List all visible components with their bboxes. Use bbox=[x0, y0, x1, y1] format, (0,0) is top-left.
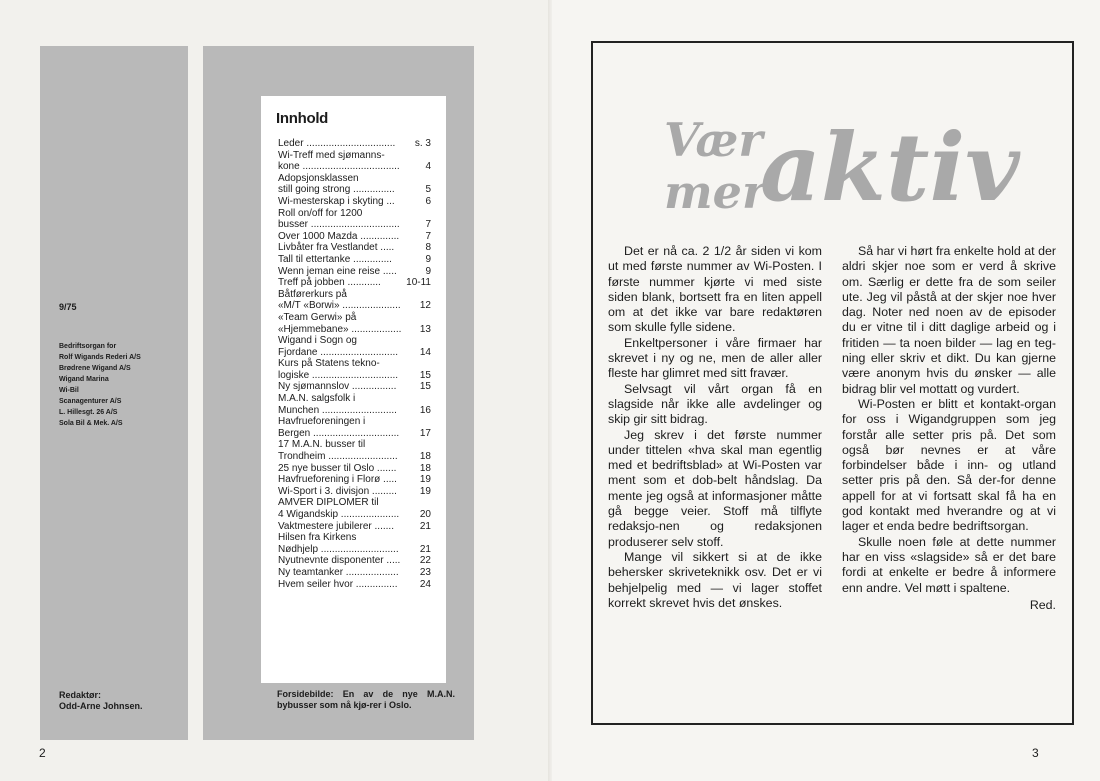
headline-script-2: mer bbox=[664, 165, 767, 219]
toc-entry bbox=[278, 242, 431, 254]
toc-entry bbox=[278, 497, 431, 520]
toc-entry bbox=[278, 393, 431, 416]
article-column-right bbox=[842, 244, 1056, 613]
toc-entry-title: 17 M.A.N. busser til Trondheim ......................... bbox=[278, 439, 398, 463]
page-number-left: 2 bbox=[39, 746, 46, 760]
publisher-line: Brødrene Wigand A/S bbox=[59, 365, 131, 372]
toc-entry-page: 16 bbox=[419, 404, 431, 416]
article-paragraph: Jeg skrev i det første nummer under tittelen «hva skal man egentlig med et bedriftsblad» at Wi-Posten var ment som et dob-belt håndslag. Da mente jeg også at informasjoner måtte gå begge veier. Stoff må tilflyte redaksjo-nen og redaksjonen produserer selv stoff. bbox=[608, 427, 822, 549]
toc-entry-page: 19 bbox=[419, 485, 431, 497]
toc-entry bbox=[278, 358, 431, 381]
toc-entry-title: «Team Gerwi» på «Hjemmebane» .................. bbox=[278, 311, 402, 335]
toc-entry bbox=[278, 254, 431, 266]
editor-credit bbox=[59, 690, 143, 712]
toc-entry-title: Vaktmestere jubilerer ....... bbox=[278, 520, 394, 532]
toc-entry-title: Adopsjonsklassen still going strong ............... bbox=[278, 172, 395, 196]
toc-entry-title: M.A.N. salgsfolk i Munchen ........................... bbox=[278, 393, 397, 416]
toc-entry-page: 15 bbox=[419, 369, 431, 381]
publisher-line: Rolf Wigands Rederi A/S bbox=[59, 354, 141, 361]
toc-entry bbox=[278, 196, 431, 208]
toc-entry-page: 15 bbox=[419, 381, 431, 393]
toc-entry-page: 7 bbox=[425, 219, 431, 231]
toc-entry-title: Leder ................................ bbox=[278, 138, 396, 149]
toc-entry-title: Ny teamtanker ................... bbox=[278, 566, 399, 578]
toc-entry-page: 18 bbox=[419, 462, 431, 474]
toc-entry bbox=[278, 416, 431, 439]
toc-entry bbox=[278, 312, 431, 335]
editor-label: Redaktør: bbox=[59, 690, 102, 700]
publisher-line: L. Hillesgt. 26 A/S bbox=[59, 409, 118, 416]
article-paragraph: Det er nå ca. 2 1/2 år siden vi kom ut med første nummer av Wi-Posten. I første nummer kjørte vi med siste siden blank, bortsett fra en liten appell om at det ikke var bare redaktøren som skulle fylle sidene. bbox=[608, 244, 822, 335]
toc-entry-title: Båtførerkurs på «M/T «Borwi» ..................... bbox=[278, 288, 401, 312]
toc-entry-title: Roll on/off for 1200 busser ................................ bbox=[278, 207, 400, 231]
toc-entry-page: 14 bbox=[419, 346, 431, 358]
toc-entry bbox=[278, 532, 431, 555]
publisher-list bbox=[59, 341, 187, 429]
headline-big-word: aktiv bbox=[760, 113, 1020, 223]
headline bbox=[658, 104, 1020, 224]
headline-script-1: Vær bbox=[664, 113, 763, 167]
toc-entry-page: 4 bbox=[425, 161, 431, 173]
toc-entry-page: 9 bbox=[425, 253, 431, 265]
toc-entry-title: Ny sjømannslov ................ bbox=[278, 381, 397, 393]
toc-entry-title: Wi-Treff med sjømanns- kone ................................... bbox=[278, 149, 400, 173]
toc-entry-title: Havfrueforening i Florø ..... bbox=[278, 474, 397, 486]
toc-entry-title: Hvem seiler hvor ............... bbox=[278, 578, 398, 590]
signature: Red. bbox=[1029, 597, 1056, 612]
toc-entry-title: Wi-mesterskap i skyting ... bbox=[278, 195, 395, 207]
publisher-line: Scanagenturer A/S bbox=[59, 398, 122, 405]
toc-entry-title: Nyutnevnte disponenter ..... bbox=[278, 555, 401, 567]
toc-entry bbox=[278, 579, 431, 591]
toc-entry-page: 20 bbox=[419, 509, 431, 520]
publisher-line: Sola Bil & Mek. A/S bbox=[59, 420, 123, 427]
page-number-right: 3 bbox=[1032, 746, 1039, 760]
issue-number: 9/75 bbox=[59, 302, 77, 312]
toc-entry-page: 8 bbox=[425, 242, 431, 254]
toc-entry-page: 10-11 bbox=[406, 277, 431, 289]
toc-entry bbox=[278, 439, 431, 462]
toc-title: Innhold bbox=[276, 110, 329, 127]
toc-entry-page: 7 bbox=[425, 230, 431, 242]
article-column-left bbox=[608, 244, 822, 611]
toc-entry-page: 6 bbox=[425, 195, 431, 207]
toc-entry bbox=[278, 266, 431, 278]
toc-entry-page: 21 bbox=[419, 543, 431, 555]
toc-entry-page: 22 bbox=[419, 555, 431, 567]
toc-entry-page: 21 bbox=[419, 520, 431, 532]
toc-entry-title: AMVER DIPLOMER til 4 Wigandskip ..................... bbox=[278, 497, 400, 520]
toc-entry-page: s. 3 bbox=[414, 138, 431, 149]
editor-name: Odd-Arne Johnsen. bbox=[59, 701, 143, 711]
toc-entry bbox=[278, 555, 431, 567]
toc-entry-page: 17 bbox=[419, 427, 431, 439]
toc-entry bbox=[278, 231, 431, 243]
toc-entry-title: Wigand i Sogn og Fjordane ............................ bbox=[278, 335, 399, 358]
toc-entry bbox=[278, 567, 431, 579]
toc-entry-page: 5 bbox=[425, 184, 431, 196]
article-paragraph: Mange vil sikkert si at de ikke behersker skriveteknikk osv. Det er vi behjelpelig med — vi lager stoffet korrekt skrevet hvis det ønskes. bbox=[608, 549, 822, 610]
toc-entry-page: 24 bbox=[419, 578, 431, 590]
toc-entry bbox=[278, 335, 431, 358]
toc-entry bbox=[278, 277, 431, 289]
toc-entry-title: Over 1000 Mazda .............. bbox=[278, 230, 400, 242]
toc-entry-title: Wenn jeman eine reise ..... bbox=[278, 265, 397, 277]
toc-entry-page: 19 bbox=[419, 474, 431, 486]
toc-entry-page: 18 bbox=[419, 451, 431, 463]
toc-entry bbox=[278, 289, 431, 312]
toc-entry bbox=[278, 474, 431, 486]
toc-entry-title: Wi-Sport i 3. divisjon ......... bbox=[278, 485, 397, 497]
toc-entry-page: 9 bbox=[425, 265, 431, 277]
toc-entry-title: Hilsen fra Kirkens Nødhjelp ............................ bbox=[278, 532, 399, 555]
toc-entry-title: Tall til ettertanke .............. bbox=[278, 253, 392, 265]
toc-entry-page: 23 bbox=[419, 566, 431, 578]
cover-caption: Forsidebilde: En av de nye M.A.N. bybusser som nå kjø-rer i Oslo. bbox=[277, 689, 455, 710]
toc-entry bbox=[278, 381, 431, 393]
publisher-line: Wi-Bil bbox=[59, 387, 79, 394]
article-paragraph: Så har vi hørt fra enkelte hold at der aldri skjer noe som er verd å skrive om. Særlig er dette fra de som seiler ute. Jeg vil påstå at der skjer noe hver dag. Noter ned noen av de episoder du er vitne til i ditt daglige arbeid og i fritiden — ta noen bilder — lag en teg-ning eller skriv et dikt. Du kan gjerne være anonym hvis du ønsker — alle bidrag blir vel mottatt og vurdert. bbox=[842, 244, 1056, 396]
article-paragraph: Selvsagt vil vårt organ få en slagside når ikke alle avdelinger og skip gir sitt bidrag. bbox=[608, 381, 822, 427]
toc-entry-title: 25 nye busser til Oslo ....... bbox=[278, 462, 397, 474]
article-paragraph: Skulle noen føle at dette nummer har en viss «slagside» så er det bare fordi at enkelte er bedre å informere enn andre. Vel møtt i spaltene. bbox=[842, 534, 1056, 595]
toc-entry-title: Havfrueforeningen i Bergen ............................... bbox=[278, 416, 400, 439]
toc-entry-title: Livbåter fra Vestlandet ..... bbox=[278, 242, 395, 254]
toc-entry bbox=[278, 521, 431, 533]
publisher-line: Wigand Marina bbox=[59, 376, 109, 383]
toc-entry-page: 13 bbox=[419, 323, 431, 335]
toc-entry bbox=[278, 138, 431, 150]
toc-entry-title: Treff på jobben ............ bbox=[278, 277, 381, 289]
toc-entry bbox=[278, 208, 431, 231]
article-paragraph: Enkeltpersoner i våre firmaer har skrevet i ny og ne, men de aller aller fleste har glimret med sitt fravær. bbox=[608, 335, 822, 381]
toc-entry-page: 12 bbox=[419, 300, 431, 312]
article-paragraph: Wi-Posten er blitt et kontakt-organ for oss i Wigandgruppen som jeg forstår alle setter pris på. Det som også bør nevnes er at våre forbindelser både i inn- og utland setter pris på den. Så der-for denne appell for at vi fortsatt skal få ha en god kontakt med hverandre og at vi lager et enda bedre bedriftsorgan. bbox=[842, 396, 1056, 534]
toc-list bbox=[278, 138, 431, 590]
toc-entry bbox=[278, 486, 431, 498]
toc-entry bbox=[278, 463, 431, 475]
toc-entry-title: Kurs på Statens tekno- logiske ............................... bbox=[278, 358, 399, 381]
toc-entry bbox=[278, 173, 431, 196]
publisher-line: Bedriftsorgan for bbox=[59, 343, 117, 350]
toc-entry bbox=[278, 150, 431, 173]
